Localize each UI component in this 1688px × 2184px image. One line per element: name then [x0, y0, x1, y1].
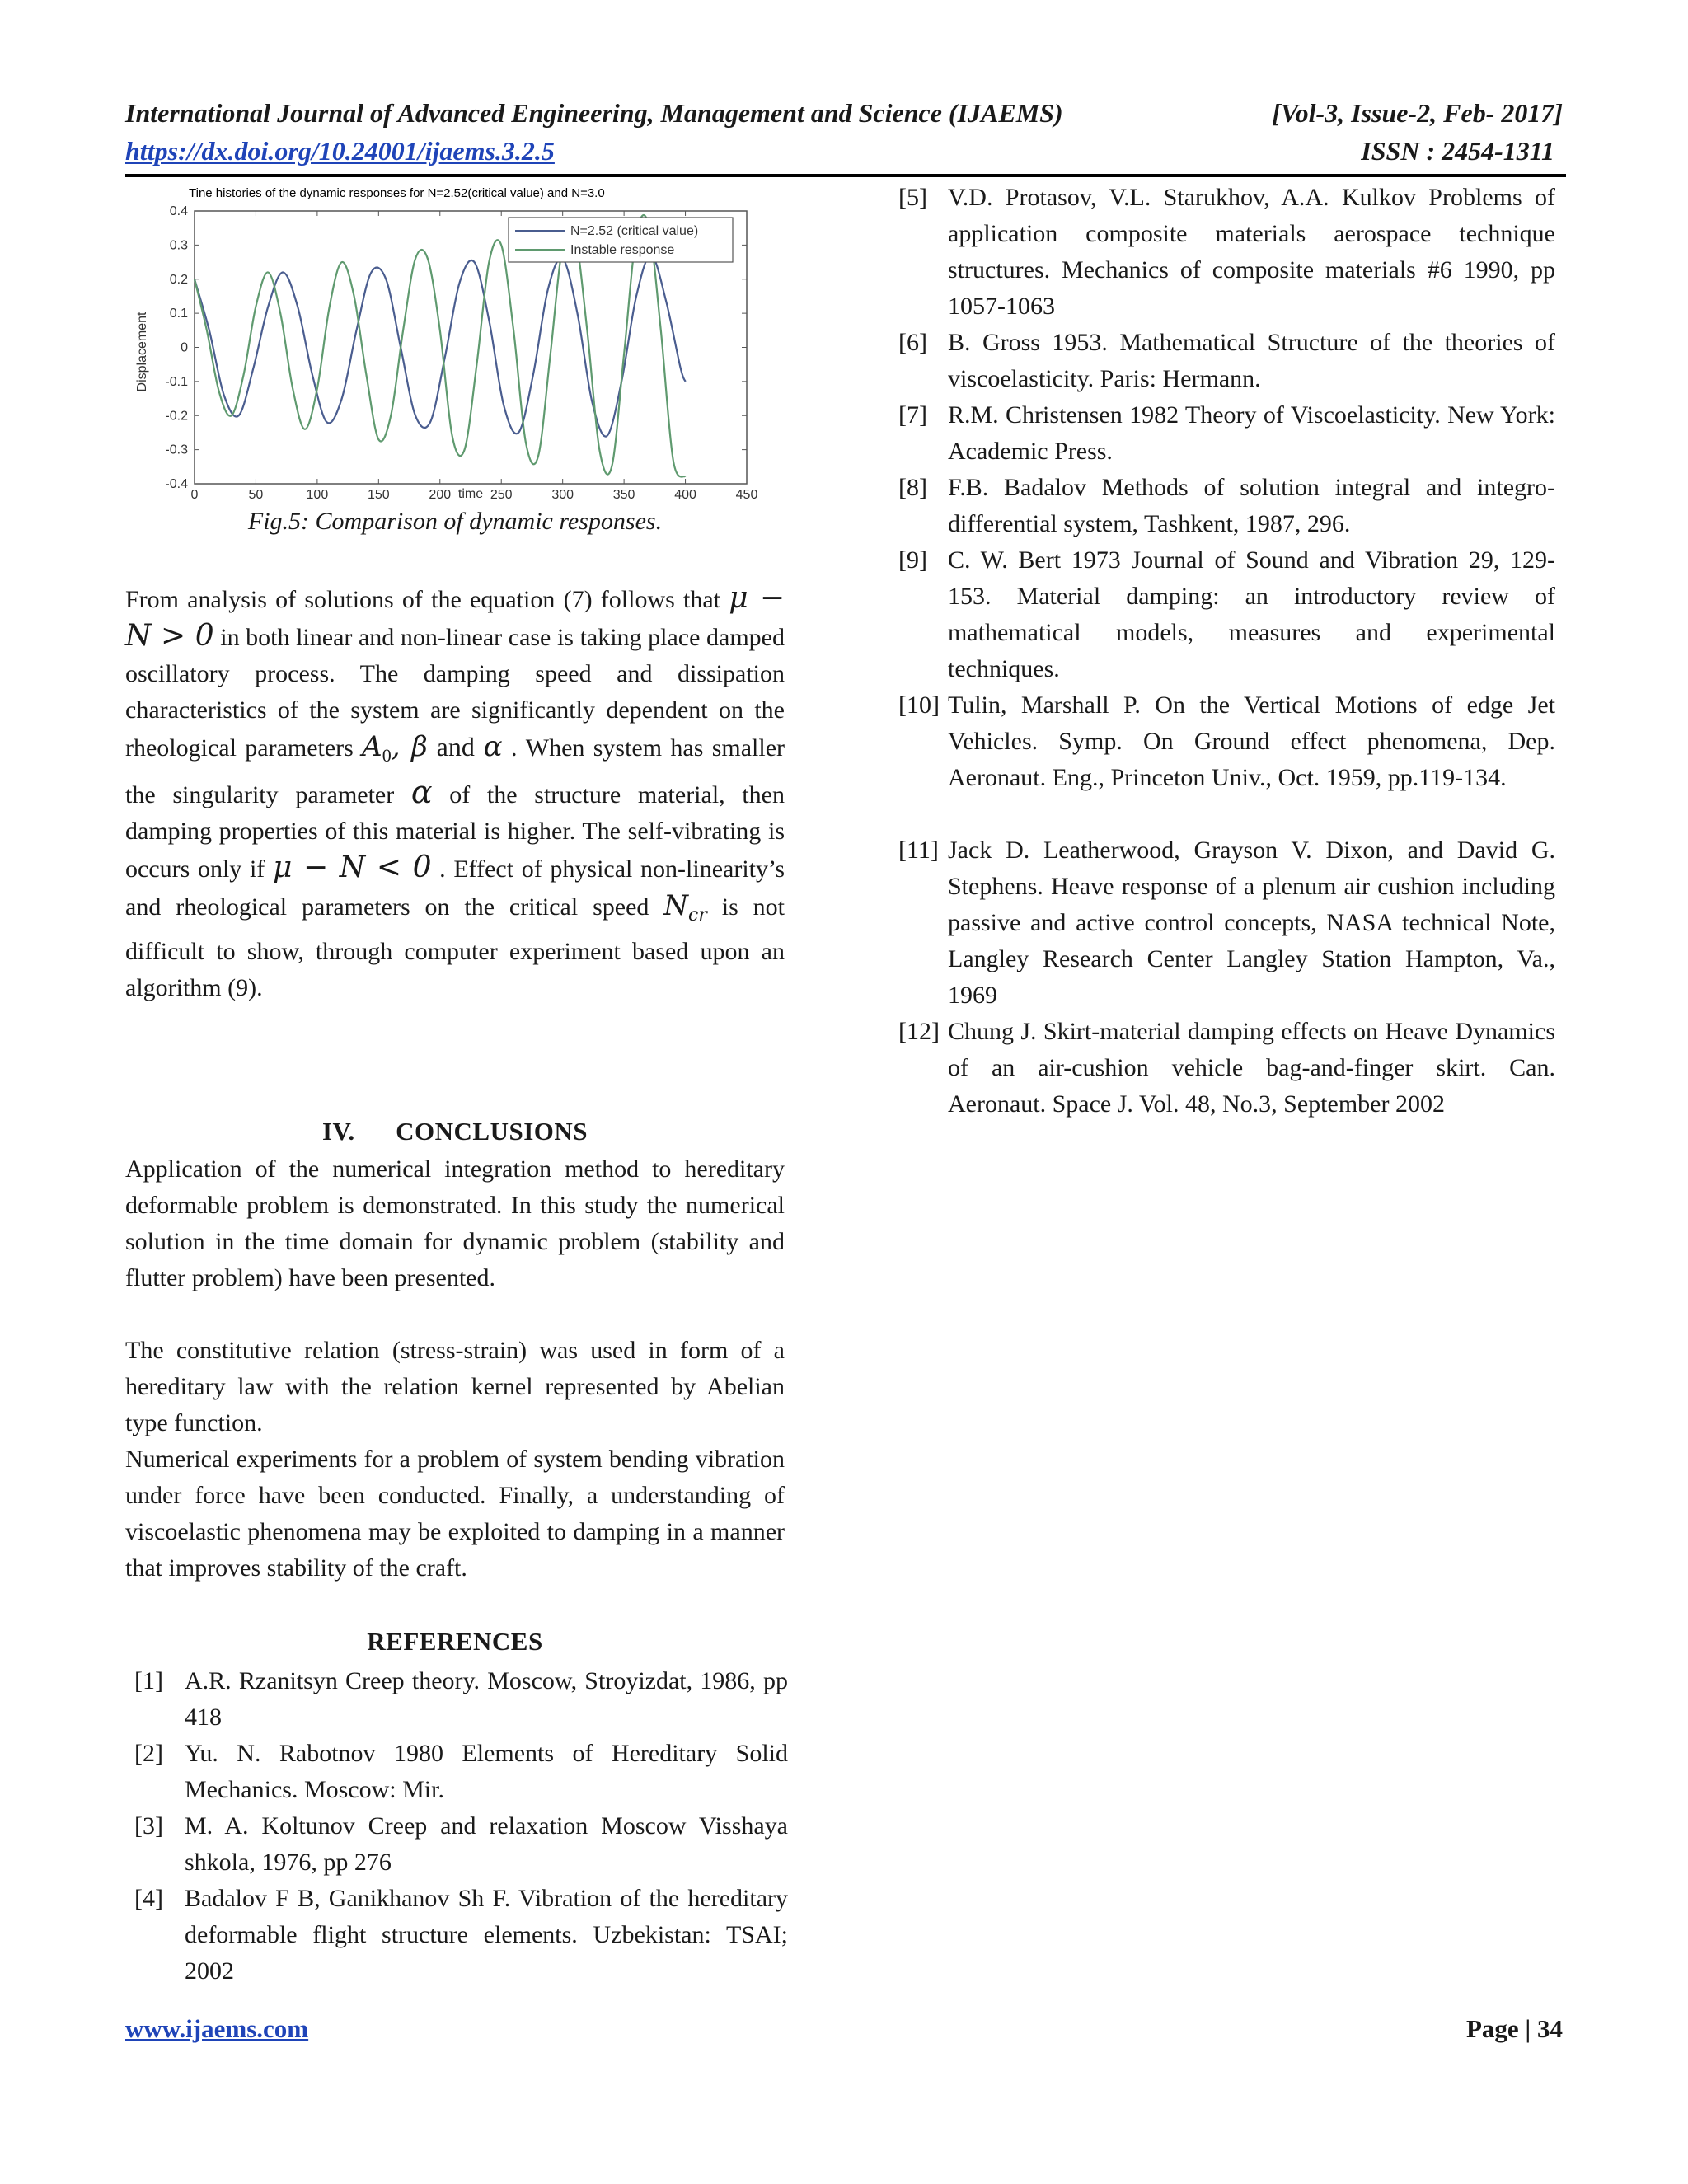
reference-7: [7] R.M. Christensen 1982 Theory of Viscoelasticity. New York: Academic Press. [898, 401, 1555, 465]
figure-5 [128, 183, 771, 500]
chart-title: Tine histories of the dynamic responses for N=2.52(critical value) and N=3.0 [189, 186, 605, 200]
legend [509, 218, 733, 262]
y-axis-label: Displacement [135, 312, 149, 392]
issn: ISSN : 2454-1311 [1361, 136, 1554, 166]
legend-label-instable: Instable response [570, 243, 675, 257]
x-tick-label: 100 [306, 488, 329, 500]
y-tick-label: -0.1 [165, 374, 188, 389]
y-tick-label: -0.3 [165, 443, 188, 457]
y-tick-label: -0.4 [165, 477, 188, 491]
legend-label-critical: N=2.52 (critical value) [570, 224, 699, 238]
reference-8: [8] F.B. Badalov Methods of solution integral and integro-differential system, Tashkent, 1987, 296. [898, 474, 1555, 537]
y-tick-label: 0.4 [169, 204, 188, 218]
math-mu-minus-n-gt-0: μ − N > 0 [125, 581, 785, 653]
series-line-critical [195, 255, 686, 437]
volume-info: [Vol-3, Issue-2, Feb- 2017] [1272, 98, 1563, 128]
x-tick-label: 350 [612, 488, 635, 500]
reference-12: [12] Chung J. Skirt-material damping effects on Heave Dynamics of an air-cushion vehicle bag-and-finger skirt. Can. Aeronaut. Space J. Vol. 48, No.3, September 2002 [898, 1018, 1555, 1118]
conclusions-heading: IV. CONCLUSIONS [321, 1117, 588, 1146]
reference-9: [9] C. W. Bert 1973 Journal of Sound and Vibration 29, 129-153. Material damping: an introductory review of mathematical models, measures and experimental techniques. [898, 546, 1555, 682]
conclusions-paragraph-1: Application of the numerical integration method to hereditary deformable problem is demonstrated. In this study the numerical solution in the time domain for dynamic problem (stability and flutter problem) have been presented. [125, 1155, 785, 1291]
x-tick-label: 200 [429, 488, 452, 500]
reference-2: [2] Yu. N. Rabotnov 1980 Elements of Hereditary Solid Mechanics. Moscow: Mir. [134, 1740, 788, 1803]
conclusions-paragraph-2: The constitutive relation (stress-strain) was used in form of a hereditary law with the relation kernel represented by Abelian type function. [125, 1337, 785, 1436]
journal-title: International Journal of Advanced Engineering, Management and Science (IJAEMS) [125, 98, 1063, 128]
y-tick-label: 0.2 [169, 272, 188, 287]
page-number: Page | 34 [1465, 2014, 1563, 2043]
reference-4: [4] Badalov F B, Ganikhanov Sh F. Vibration of the hereditary deformable flight structure elements. Uzbekistan: TSAI; 2002 [134, 1885, 788, 1985]
analysis-paragraph: From analysis of solutions of the equation (7) follows that μ − N > 0 in both linear and non-linear case is taking place damped oscillatory process. The damping speed and dissipation characteristics of the system are significantly dependent on the rheological parameters $A_0$, β and α . When system has smaller the singularity parameter α of the structure material, then damping properties of this material is higher. The self-vibrating is occurs only if μ − N < 0 . Effect of physical non-linearity’s and rheological parameters on the critical speed $N_{cr}$ is not difficult to show, through computer experiment based upon an algorithm (9). [125, 581, 785, 1001]
x-axis-label: time [457, 487, 484, 500]
references-heading: REFERENCES [367, 1627, 543, 1656]
x-tick-label: 0 [190, 488, 199, 500]
x-tick-label: 50 [248, 488, 264, 500]
y-tick-label: -0.2 [165, 409, 188, 424]
reference-10: [10] Tulin, Marshall P. On the Vertical Motions of edge Jet Vehicles. Symp. On Ground effect phenomena, Dep. Aeronaut. Eng., Princeton Univ., Oct. 1959, pp.119-134. [898, 691, 1555, 791]
header-rule [125, 174, 1566, 177]
doi-link[interactable]: https://dx.doi.org/10.24001/ijaems.3.2.5 [125, 136, 555, 166]
y-tick-label: 0 [181, 340, 188, 355]
reference-3: [3] M. A. Koltunov Creep and relaxation Moscow Visshaya shkola, 1976, pp 276 [134, 1812, 788, 1876]
x-tick-label: 250 [490, 488, 513, 500]
reference-1: [1] A.R. Rzanitsyn Creep theory. Moscow, Stroyizdat, 1986, pp 418 [134, 1667, 788, 1731]
reference-11: [11] Jack D. Leatherwood, Grayson V. Dixon, and David G. Stephens. Heave response of a plenum air cushion including passive and active control concepts, NASA technical Note, Langley Research Center Langley Station Hampton, Va., 1969 [898, 837, 1555, 1009]
y-tick-label: 0.1 [169, 307, 188, 321]
math-mu-minus-n-lt-0: μ − N < 0 [272, 851, 432, 884]
x-tick-label: 150 [367, 488, 390, 500]
y-tick-label: 0.3 [169, 238, 188, 253]
x-tick-label: 450 [735, 488, 758, 500]
reference-6: [6] B. Gross 1953. Mathematical Structure of the theories of viscoelasticity. Paris: Hermann. [898, 329, 1555, 392]
reference-5: [5] V.D. Protasov, V.L. Starukhov, A.A. Kulkov Problems of application composite materials aerospace technique structures. Mechanics of composite materials #6 1990, pp 1057-1063 [898, 184, 1555, 320]
displacement-chart [128, 183, 771, 500]
figure-caption: Fig.5: Comparison of dynamic responses. [247, 508, 663, 535]
journal-website-link[interactable]: www.ijaems.com [125, 2014, 309, 2043]
x-tick-label: 400 [674, 488, 696, 500]
conclusions-paragraph-3: Numerical experiments for a problem of system bending vibration under force have been conducted. Finally, a understanding of viscoelastic phenomena may be exploited to damping in a manner that improves stability of the craft. [125, 1446, 785, 1582]
x-tick-label: 300 [551, 488, 574, 500]
